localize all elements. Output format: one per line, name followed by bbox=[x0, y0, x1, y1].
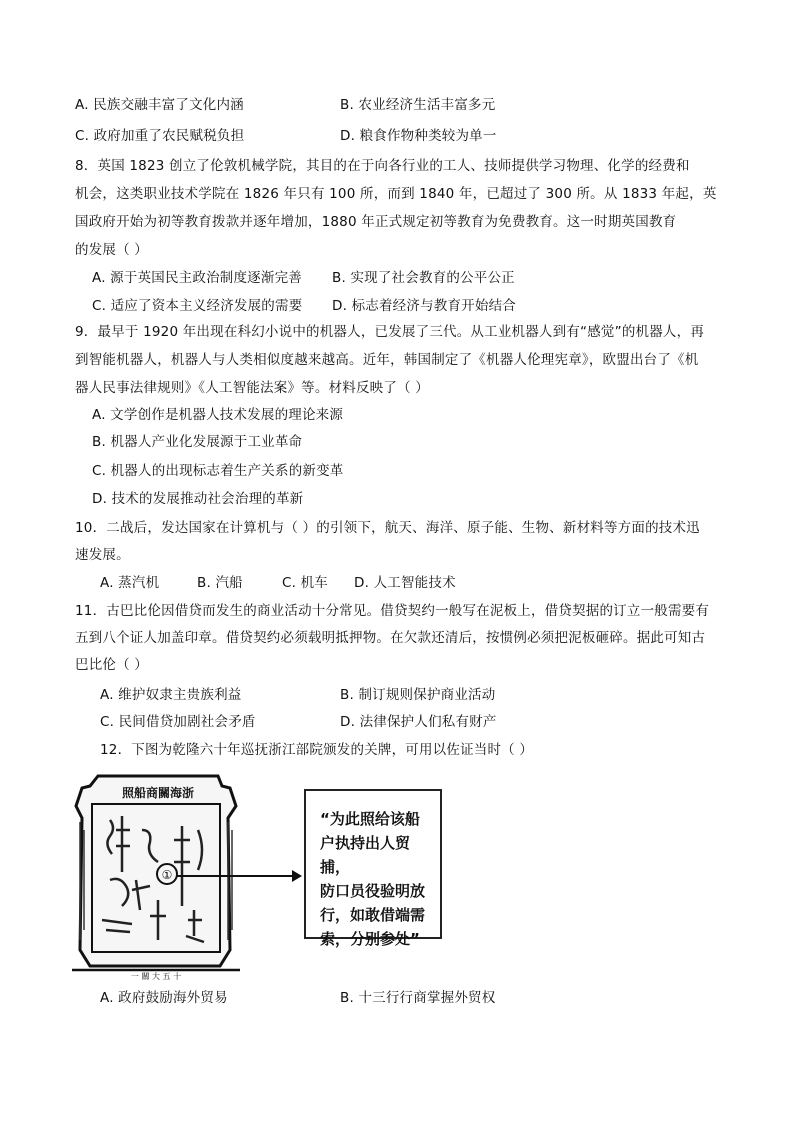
q10-stem-line-2: 速发展。 bbox=[75, 547, 130, 563]
q8-stem-line-3: 国政府开始为初等教育拨款并逐年增加，1880 年正式规定初等教育为免费教育。这一时期英国教育 bbox=[75, 214, 677, 230]
q8-option-c: C. 适应了资本主义经济发展的需要 bbox=[92, 298, 303, 314]
q8-option-b: B. 实现了社会教育的公平公正 bbox=[332, 270, 515, 286]
q8-option-d: D. 标志着经济与教育开始结合 bbox=[332, 298, 516, 314]
q9-option-b: B. 机器人产业化发展源于工业革命 bbox=[92, 434, 303, 450]
quote-line-3: 防口员役验明放 bbox=[320, 882, 426, 900]
q11-option-b: B. 制订规则保护商业活动 bbox=[340, 687, 496, 703]
quote-line-4: 行，如敢借端需 bbox=[320, 906, 426, 924]
quote-box bbox=[304, 789, 442, 948]
q12-option-b: B. 十三行行商掌握外贸权 bbox=[340, 990, 496, 1006]
q11-stem-line-2: 五到八个证人加盖印章。借贷契约必须载明抵押物。在欠款还清后，按惯例必须把泥板砸碎。据此可知古 bbox=[75, 630, 706, 646]
q8-stem-line-1: 8．英国 1823 创立了伦敦机械学院，其目的在于向各行业的工人、技师提供学习物理、化学的经费和 bbox=[75, 158, 690, 174]
q7-option-b: B. 农业经济生活丰富多元 bbox=[340, 97, 496, 113]
q10-option-c: C. 机车 bbox=[282, 575, 329, 591]
q12-stem-line-1: 12．下图为乾隆六十年巡抚浙江部院颁发的关牌，可用以佐证当时（ ） bbox=[100, 742, 534, 758]
pointer-arrow-head bbox=[292, 870, 302, 882]
q7-option-a: A. 民族交融丰富了文化内涵 bbox=[75, 97, 244, 113]
q12-option-a: A. 政府鼓励海外贸易 bbox=[100, 990, 228, 1006]
q10-option-a: A. 蒸汽机 bbox=[100, 575, 160, 591]
q10-option-d: D. 人工智能技术 bbox=[354, 575, 456, 591]
q10-stem-line-1: 10．二战后，发达国家在计算机与（ ）的引领下，航天、海洋、原子能、生物、新材料等方面的技术迅 bbox=[75, 520, 700, 536]
quote-line-5: 索，分别参处” bbox=[320, 930, 420, 948]
q9-stem-line-1: 9．最早于 1920 年出现在科幻小说中的机器人，已发展了三代。从工业机器人到有“感觉”的机器人，再 bbox=[75, 324, 705, 340]
q9-option-c: C. 机器人的出现标志着生产关系的新变革 bbox=[92, 463, 344, 479]
q9-stem-line-2: 到智能机器人，机器人与人类相似度越来越高。近年，韩国制定了《机器人伦理宪章》，欧盟出台了《机 bbox=[75, 352, 699, 368]
q11-stem-line-1: 11．古巴比伦因借贷而发生的商业活动十分常见。借贷契约一般写在泥板上，借贷契据的订立一般需要有 bbox=[75, 603, 710, 619]
q8-stem-line-4: 的发展（ ） bbox=[75, 242, 148, 258]
pass-seal-marker: ① bbox=[161, 868, 173, 882]
q11-option-a: A. 维护奴隶主贵族利益 bbox=[100, 687, 242, 703]
quote-line-1: “为此照给该船 bbox=[320, 810, 420, 828]
quote-line-2: 户执持出人贸捕， bbox=[320, 834, 411, 876]
q11-option-d: D. 法律保护人们私有财产 bbox=[340, 714, 497, 730]
q7-option-d: D. 粮食作物种类较为单一 bbox=[340, 128, 497, 144]
q8-option-a: A. 源于英国民主政治制度逐渐完善 bbox=[92, 270, 302, 286]
q9-option-a: A. 文学创作是机器人技术发展的理论来源 bbox=[92, 407, 344, 423]
pass-bottom-text: 一 關 大 五 十 bbox=[130, 972, 182, 980]
q9-option-d: D. 技术的发展推动社会治理的革新 bbox=[92, 491, 304, 507]
q9-stem-line-3: 器人民事法律规则》《人工智能法案》等。材料反映了（ ） bbox=[75, 380, 429, 396]
q10-option-b: B. 汽船 bbox=[197, 575, 243, 591]
q11-stem-line-3: 巴比伦（ ） bbox=[75, 657, 148, 673]
q8-stem-line-2: 机会，这类职业技术学院在 1826 年只有 100 所，而到 1840 年，已超过了 300 所。从 1833 年起，英 bbox=[75, 186, 717, 202]
pass-header-text: 照船商關海浙 bbox=[121, 786, 195, 800]
q11-option-c: C. 民间借贷加剧社会矛盾 bbox=[100, 714, 256, 730]
q7-option-c: C. 政府加重了农民赋税负担 bbox=[75, 128, 245, 144]
